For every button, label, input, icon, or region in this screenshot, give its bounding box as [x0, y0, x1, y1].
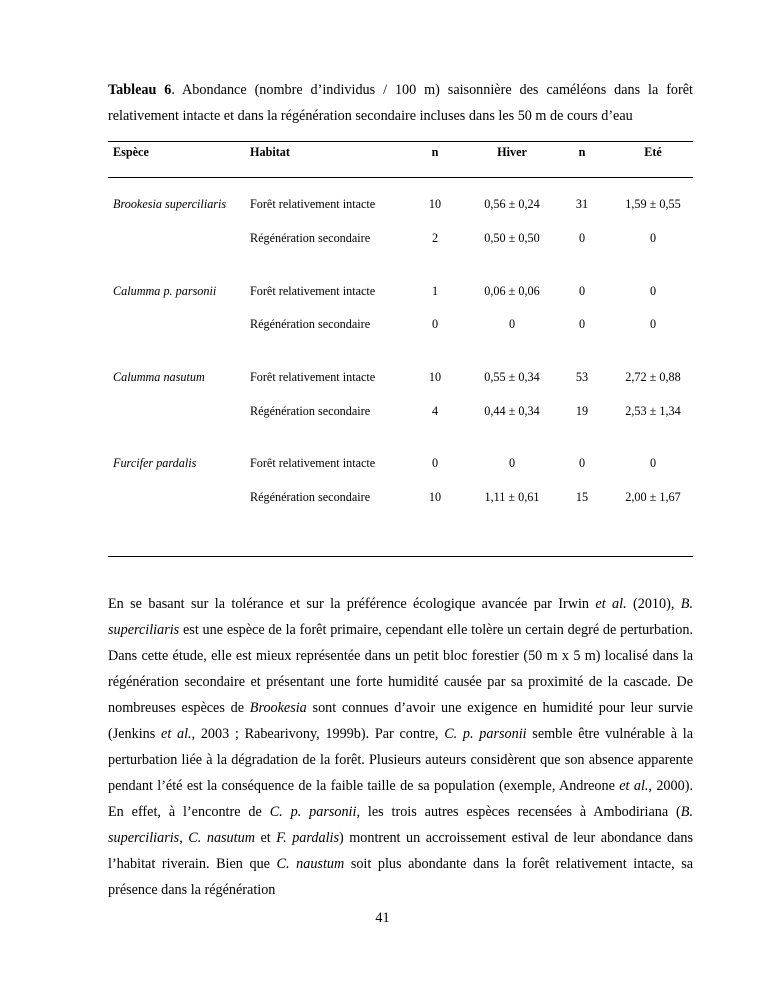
table-cell-habitat: Régénération secondaire [250, 317, 371, 331]
table-cell-hiver: 0 [508, 317, 516, 331]
body-paragraph [108, 591, 693, 903]
text-run: ) montrent un accroissement estival de leur abondance dans l’habitat riverain. Bien que [108, 830, 693, 872]
caption-label: Tableau 6 [108, 82, 172, 98]
text-run: , 2003 ; Rabearivony, 1999b). Par contre, [191, 726, 445, 742]
table-cell-habitat: Forêt relativement intacte [250, 456, 376, 470]
text-run: , [179, 830, 189, 846]
species-name: C. naustum [276, 856, 345, 872]
table-cell-habitat: Régénération secondaire [250, 231, 371, 245]
text-run: et al. [595, 596, 627, 612]
table-cell-n-hiver: 10 [428, 370, 442, 384]
table-cell-ete: 0 [649, 317, 657, 331]
table-cell-ete: 0 [649, 284, 657, 298]
table-cell-n-hiver: 1 [431, 284, 439, 298]
table-cell-habitat: Forêt relativement intacte [250, 284, 376, 298]
table-cell-ete: 0 [649, 231, 657, 245]
table-cell-hiver: 1,11 ± 0,61 [484, 490, 540, 504]
text-run: est une espèce de la forêt primaire, cependant elle tolère un certain degré de perturbation. Dans cette étude, elle est mieux représentée dans un petit bloc forestier (50 m x 5 m) localisé dans la régénération secondaire et présentant une forte humidité causée par sa proximité de la cascade. De nombreuses espèces de [108, 622, 693, 716]
text-run: sont connues d’avoir une exigence en humidité pour leur survie (Jenkins [108, 700, 693, 742]
species-name: C. nasutum [188, 830, 255, 846]
table-cell-ete: 2,00 ± 1,67 [625, 490, 681, 504]
text-run: semble être vulnérable à la perturbation liée à la dégradation de la forêt. Plusieurs auteurs considèrent que son absence apparente pendant l’été est la conséquence de la faible taille de sa population (exemple, Andreone [108, 726, 694, 794]
text-run: et al. [619, 778, 649, 794]
table-cell-hiver: 0,55 ± 0,34 [484, 370, 540, 384]
text-run: (2010), [626, 596, 681, 612]
table-cell-habitat: Régénération secondaire [250, 490, 371, 504]
table-cell-hiver: 0,44 ± 0,34 [484, 404, 540, 418]
table-cell-n-ete: 0 [578, 231, 586, 245]
caption-text: . Abondance (nombre d’individus / 100 m) saisonnière des caméléons dans la forêt relativement intacte et dans la régénération secondaire incluses dans les 50 m de cours d’eau [108, 82, 693, 124]
species-name: Brookesia [249, 700, 307, 716]
table-cell-hiver: 0,56 ± 0,24 [484, 197, 540, 211]
table-cell-n-ete: 0 [578, 284, 586, 298]
text-run: et [254, 830, 277, 846]
col-header-ete: Eté [644, 145, 662, 159]
table-cell-hiver: 0 [508, 456, 516, 470]
table-cell-hiver: 0,06 ± 0,06 [484, 284, 540, 298]
col-header-n-hiver: n [431, 145, 439, 159]
table-cell-n-ete: 0 [578, 317, 586, 331]
table-cell-n-hiver: 4 [431, 404, 439, 418]
table-top-rule [108, 141, 693, 142]
table-cell-habitat: Régénération secondaire [250, 404, 371, 418]
species-name: B. superciliaris [108, 596, 694, 638]
species-name: C. p. parsonii [444, 726, 527, 742]
text-run: soit plus abondante dans la forêt relativement intacte, sa présence dans la régénération [108, 856, 694, 898]
col-header-espece: Espèce [113, 145, 149, 159]
table-cell-espece: Calumma p. parsonii [113, 284, 217, 298]
table-caption [108, 78, 693, 129]
table-header-rule [108, 177, 693, 178]
table-cell-n-hiver: 0 [431, 456, 439, 470]
col-header-habitat: Habitat [250, 145, 290, 159]
table-bottom-rule [108, 556, 693, 557]
table-cell-espece: Furcifer pardalis [113, 456, 197, 470]
table-cell-n-hiver: 10 [428, 197, 442, 211]
table-cell-habitat: Forêt relativement intacte [250, 370, 376, 384]
table-cell-espece: Brookesia superciliaris [113, 197, 227, 211]
species-name: B. superciliaris [108, 804, 693, 846]
table-cell-ete: 2,72 ± 0,88 [625, 370, 681, 384]
table-cell-n-ete: 0 [578, 456, 586, 470]
table-cell-n-hiver: 2 [431, 231, 439, 245]
species-name: C. p. parsonii [269, 804, 357, 820]
table-cell-n-hiver: 10 [428, 490, 442, 504]
table-cell-n-ete: 19 [575, 404, 589, 418]
table-cell-n-hiver: 0 [431, 317, 439, 331]
table-cell-n-ete: 53 [575, 370, 589, 384]
table-cell-espece: Calumma nasutum [113, 370, 205, 384]
table-cell-n-ete: 31 [575, 197, 589, 211]
table-cell-ete: 0 [649, 456, 657, 470]
text-run: , les trois autres espèces recensées à Ambodiriana ( [356, 804, 681, 820]
col-header-n-ete: n [578, 145, 586, 159]
table-cell-hiver: 0,50 ± 0,50 [484, 231, 540, 245]
col-header-hiver: Hiver [497, 145, 527, 159]
page-number: 41 [375, 910, 390, 926]
table-cell-ete: 2,53 ± 1,34 [625, 404, 681, 418]
species-name: F. pardalis [276, 830, 339, 846]
text-run: En se basant sur la tolérance et sur la préférence écologique avancée par Irwin [108, 596, 596, 612]
text-run: , 2000). En effet, à l’encontre de [108, 778, 693, 820]
table-cell-habitat: Forêt relativement intacte [250, 197, 376, 211]
text-run: et al. [161, 726, 192, 742]
table-cell-n-ete: 15 [575, 490, 589, 504]
table-cell-ete: 1,59 ± 0,55 [625, 197, 681, 211]
